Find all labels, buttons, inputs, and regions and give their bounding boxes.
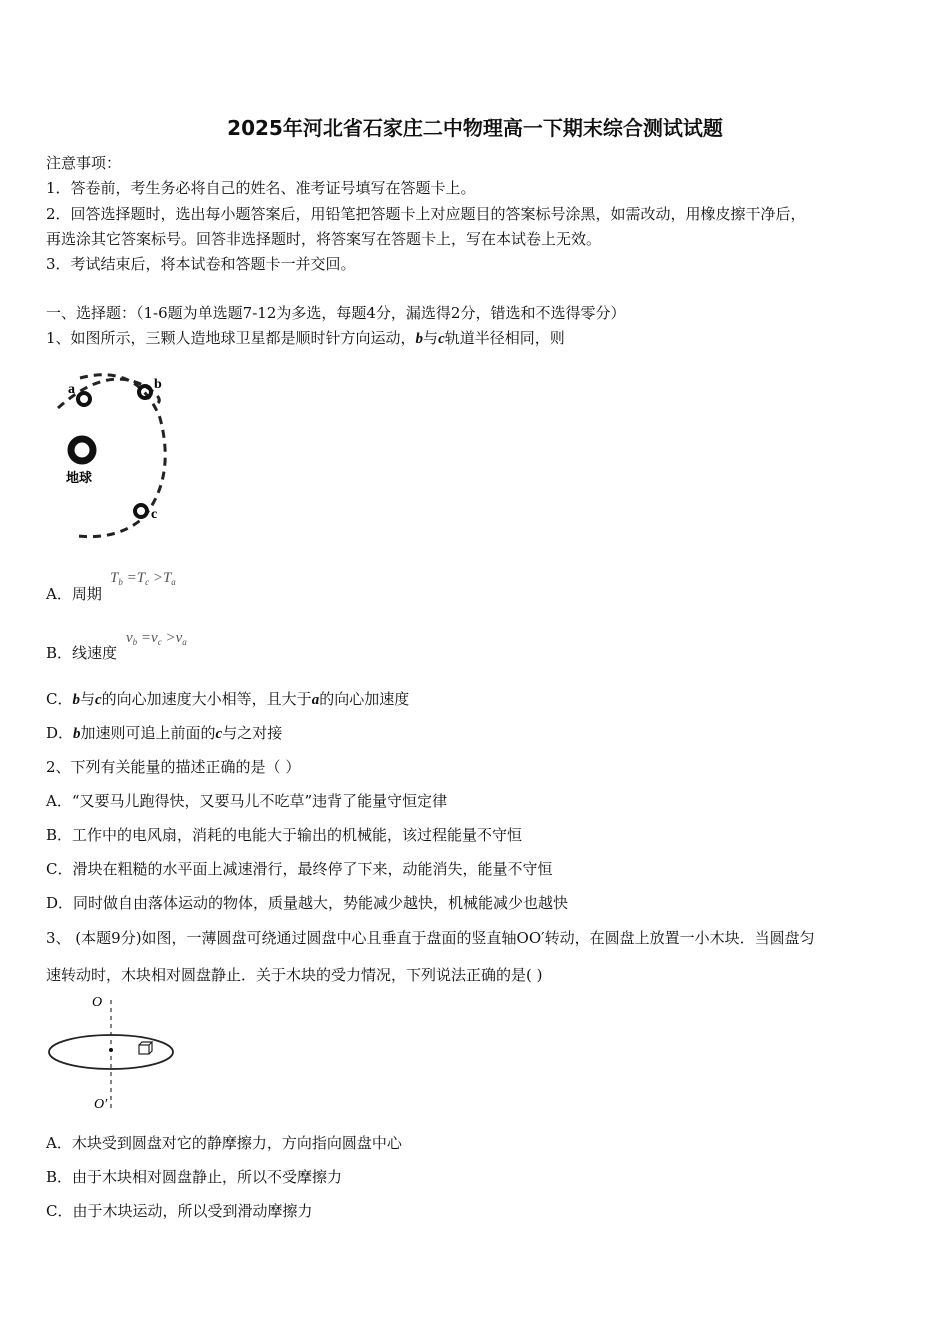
q3-option-b[interactable]: B．由于木块相对圆盘静止，所以不受摩擦力 [46, 1168, 343, 1186]
q1-option-b[interactable]: B．线速度 [46, 644, 118, 662]
label-earth: 地球 [66, 471, 93, 486]
label-a: a [68, 382, 75, 397]
satellite-orbit-figure [48, 368, 178, 543]
q2-option-b[interactable]: B．工作中的电风扇，消耗的电能大于输出的机械能，该过程能量不守恒 [46, 826, 523, 844]
earth [71, 439, 93, 461]
q2-option-c[interactable]: C．滑块在粗糙的水平面上减速滑行，最终停了下来，动能消失，能量不守恒 [46, 860, 553, 878]
satellite-c [135, 505, 147, 517]
q3-option-c[interactable]: C．由于木块运动，所以受到滑动摩擦力 [46, 1202, 313, 1220]
q1-option-c[interactable]: C．b与c的向心加速度大小相等，且大于a的向心加速度 [46, 690, 410, 708]
q1-option-d[interactable]: D．b加速则可追上前面的c与之对接 [46, 724, 283, 742]
satellite-b [139, 386, 151, 398]
q2-option-a[interactable]: A．“又要马儿跑得快，又要马儿不吃草”违背了能量守恒定律 [46, 792, 448, 810]
notice-line-2b: 再选涂其它答案标号。回答非选择题时，将答案写在答题卡上，写在本试卷上无效。 [46, 230, 602, 248]
page-title: 2025年河北省石家庄二中物理高一下期末综合测试试题 [227, 116, 723, 140]
question-3-stem-line-2: 速转动时，木块相对圆盘静止．关于木块的受力情况，下列说法正确的是( ) [46, 966, 543, 984]
question-1-stem: 1、如图所示，三颗人造地球卫星都是顺时针方向运动，b与c轨道半径相同，则 [46, 329, 565, 347]
label-o-top: O [92, 995, 103, 1010]
section-heading: 一、选择题：（1-6题为单选题7-12为多选，每题4分，漏选得2分，错选和不选得零分） [46, 304, 626, 322]
label-c: c [151, 507, 158, 522]
label-b: b [154, 377, 162, 392]
rotating-disc-figure [48, 990, 183, 1115]
wood-block [139, 1042, 152, 1054]
q1-option-b-formula: $v_b =v_c >v_a$ [126, 630, 187, 647]
notice-line-1: 1．答卷前，考生务必将自己的姓名、准考证号填写在答题卡上。 [46, 179, 476, 197]
question-3-stem-line-1: 3、 (本题9分)如图，一薄圆盘可绕通过圆盘中心且垂直于盘面的竖直轴OO′转动，在圆盘上放置一小木块．当圆盘匀 [46, 929, 815, 947]
q1-option-a[interactable]: A．周期 [46, 585, 102, 603]
disc-center [109, 1048, 113, 1052]
q2-option-d[interactable]: D．同时做自由落体运动的物体，质量越大，势能减少越快，机械能减少也越快 [46, 894, 569, 912]
satellite-a [78, 393, 90, 405]
q1-option-a-formula: $T_b =T_c >T_a$ [110, 570, 176, 587]
notice-line-2a: 2．回答选择题时，选出每小题答案后，用铅笔把答题卡上对应题目的答案标号涂黑，如需改动，用橡皮擦干净后， [46, 205, 806, 223]
notice-heading: 注意事项： [46, 154, 122, 172]
q3-option-a[interactable]: A．木块受到圆盘对它的静摩擦力，方向指向圆盘中心 [46, 1134, 402, 1152]
question-2-stem: 2、下列有关能量的描述正确的是（ ） [46, 758, 301, 776]
label-o-bottom: O′ [94, 1097, 108, 1112]
notice-line-3: 3．考试结束后，将本试卷和答题卡一并交回。 [46, 255, 356, 273]
